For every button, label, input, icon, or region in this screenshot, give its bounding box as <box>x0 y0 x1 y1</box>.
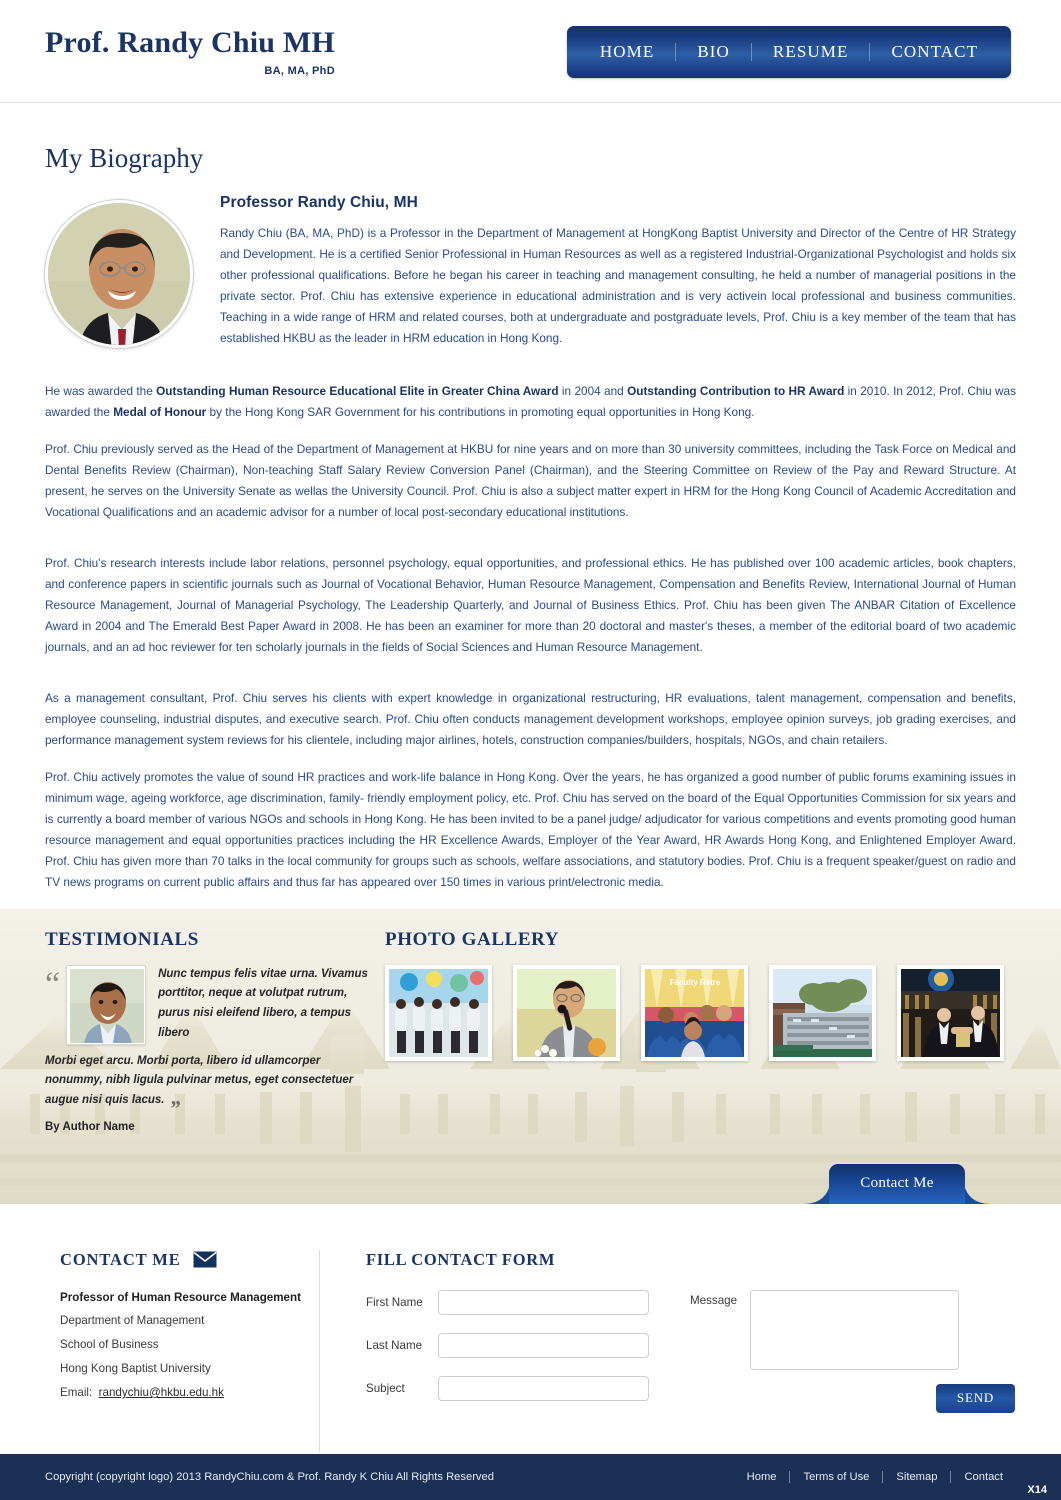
first-name-label: First Name <box>366 1295 423 1309</box>
site-footer <box>0 1452 1061 1500</box>
email-label: Email: <box>60 1386 93 1400</box>
footer-copyright: Copyright (copyright logo) 2013 RandyChiu.com & Prof. Randy K Chiu All Rights Reserved <box>45 1471 494 1483</box>
contact-me-tab-label: Contact Me <box>860 1175 934 1192</box>
testimonial-gallery-band <box>0 909 1061 1204</box>
award-ceremony-handshake-photo <box>901 969 1000 1057</box>
contact-line-department: Department of Management <box>60 1314 205 1328</box>
last-name-row <box>366 1333 656 1358</box>
nav-item-contact[interactable]: CONTACT <box>891 42 979 61</box>
speaker-with-microphone-photo <box>517 969 616 1057</box>
site-header <box>0 0 1061 103</box>
footer-link-sitemap[interactable]: Sitemap <box>896 1471 938 1483</box>
message-textarea[interactable] <box>750 1290 959 1370</box>
testimonials-section <box>45 909 370 1133</box>
first-name-input[interactable] <box>438 1290 649 1315</box>
paragraph-spacer <box>45 674 1016 688</box>
bio-research-paragraph: Prof. Chiu's research interests include labor relations, personnel psychology, equal opportunities, and professional ethics. He has published over 100 academic articles, book chapters, and conference papers in scientific journals such as Journal of Vocational Behavior, Human Resource Management, Compensation and Benefits Review, International Journal of Human Resource Management, Journal of Managerial Psychology, The Leadership Quarterly, and Journal of Business Ethics. Prof. Chiu has been given The ANBAR Citation of Excellence Award in 2004 and The Emerald Best Paper Award in 2008. He has been an examiner for more than 20 doctoral and master's theses, a member of the editorial board of two academic journals, and an ad hoc reviewer for ten scholarly journals in the fields of Social Sciences and Human Resource Management. <box>45 555 1016 654</box>
last-name-label: Last Name <box>366 1338 423 1352</box>
gallery-row <box>385 965 1016 1061</box>
envelope-icon <box>193 1251 217 1268</box>
form-title: FILL CONTACT FORM <box>366 1249 556 1269</box>
contact-line-school: School of Business <box>60 1338 159 1352</box>
contact-tab-left-ear <box>803 1188 829 1204</box>
testimonial-author-name: By Author Name <box>45 1120 135 1133</box>
contact-line-title: Professor of Human Resource Management <box>60 1290 301 1304</box>
send-button-row <box>690 1384 1016 1413</box>
contact-section <box>0 1204 1061 1462</box>
brand-subtitle: BA, MA, PhD <box>264 65 335 77</box>
testimonial-text-body: Morbi eget arcu. Morbi porta, libero id ullamcorper nonummy, nibh ligula pulvinar metus, eget consectetuer augue nisi quis lacus. <box>45 1054 354 1107</box>
nav-item-resume[interactable]: RESUME <box>772 42 849 61</box>
award-name-2: Outstanding Contribution to HR Award <box>627 383 845 398</box>
bio-consultant-paragraph: As a management consultant, Prof. Chiu serves his clients with expert knowledge in organizational restructuring, HR evaluations, talent management, compensation and benefits, employee counseling, industrial disputes, and executive search. Prof. Chiu often conducts management development workshops, employee opinion surveys, job grading exercises, and performance management system reviews for his clientele, including major airlines, hotels, construction companies/builders, hospitals, NGOs, and chain retailers. <box>45 690 1016 747</box>
brand-title: Prof. Randy Chiu MH <box>45 26 335 59</box>
send-button[interactable]: SEND <box>936 1384 1015 1413</box>
paragraph-spacer <box>45 539 1016 553</box>
bio-service-paragraph: Prof. Chiu previously served as the Head of the Department of Management at HKBU for nine years and on more than 30 university committees, including the Task Force on Medical and Dental Benefits Review (Chairman), Non-teaching Staff Salary Review Conversion Panel (Chairman), and the Steering Committee on Review of the Pay and Reward Structure. At present, he serves on the University Senate as wellas the University Council. Prof. Chiu is also a subject matter expert in HRM for the Hong Kong Council of Academic Accreditation and Vocational Qualifications and an academic advisor for a number of local post-secondary educational institutions. <box>45 441 1016 519</box>
contact-info-column <box>45 1250 320 1462</box>
band-columns <box>45 909 1016 1133</box>
quote-open-icon: “ <box>45 965 61 1003</box>
testimonial-item <box>45 965 370 1045</box>
contact-email-row <box>60 1381 319 1405</box>
award-name-1: Outstanding Human Resource Educational Elite in Greater China Award <box>156 383 559 398</box>
portrait-photo <box>48 203 193 348</box>
form-fields-left <box>366 1290 656 1419</box>
awards-text-1: He was awarded the <box>45 383 157 398</box>
bio-body-block <box>45 381 1016 893</box>
bio-advocacy-paragraph: Prof. Chiu actively promotes the value of sound HR practices and work-life balance in Hong Kong. Over the years, he has organized a good number of public forums examining issues in minimum wage, ageing workforce, age discrimination, family- friendly employment policy, etc. Prof. Chiu has served on the board of the Equal Opportunities Commission for six years and is currently a board member of various NGOs and schools in Hong Kong. He has been invited to be a panel judge/ adjudicator for various competitions and events promoting good human resource management and equal opportunities practices including the HR Excellence Awards, Employer of the Year Award, HR Awards Hong Kong, and Enlightened Employer Award. Prof. Chiu has given more than 70 talks in the local community for groups such as schools, welfare associations, and statutory bodies. Prof. Chiu is a frequent speaker/guest on radio and TV news programs on current public affairs and thus far has appeared over 150 times in various print/electronic media. <box>45 769 1016 889</box>
message-label: Message <box>690 1293 738 1307</box>
main-content <box>0 143 1061 893</box>
last-name-input[interactable] <box>438 1333 649 1358</box>
gallery-item-2[interactable] <box>513 965 620 1061</box>
gallery-item-1[interactable] <box>385 965 492 1061</box>
bio-intro-paragraph: Randy Chiu (BA, MA, PhD) is a Professor in the Department of Management at HongKong Baptist University and Director of the Centre of HR Strategy and Development. He is a certified Senior Professional in Human Resources as well as a registered Industrial-Organizational Psychologist and holds six other professional qualifications. Before he began his career in teaching and management consulting, he held a number of managerial positions in the private sector. Prof. Chiu has extensive experience in educational administration and is very activein local professional and business communities. Teaching in a wide range of HRM and related courses, both at undergraduate and postgraduate levels, Prof. Chiu is a key member of the team that has established HKBU as the leader in HRM education in Hong Kong. <box>220 226 1016 345</box>
contact-tab-right-ear <box>965 1188 991 1204</box>
form-fields-right <box>656 1290 1016 1419</box>
subject-input[interactable] <box>438 1376 649 1401</box>
contact-me-title: CONTACT ME <box>60 1249 181 1269</box>
page-title: My Biography <box>45 143 204 173</box>
contact-me-tab-button[interactable] <box>829 1164 965 1204</box>
bio-awards-paragraph <box>45 381 1016 423</box>
avatar <box>45 200 193 348</box>
contact-line-university: Hong Kong Baptist University <box>60 1362 211 1376</box>
message-row <box>690 1290 1016 1370</box>
author-portrait <box>70 969 144 1043</box>
award-name-3: Medal of Honour <box>113 404 207 419</box>
subject-row <box>366 1376 656 1401</box>
footer-link-home[interactable]: Home <box>746 1471 777 1483</box>
awards-text-4: by the Hong Kong SAR Government for his contributions in promoting equal opportunities in Hong Kong. <box>206 404 755 419</box>
group-event-stage-photo <box>389 969 488 1057</box>
testimonial-text-part2: Morbi eget arcu. Morbi porta, libero id ullamcorper nonummy, nibh ligula pulvinar metus, eget consectetuer augue nisi quis lacus. “ <box>45 1054 354 1114</box>
bio-intro-block <box>220 192 1016 363</box>
gallery-item-4[interactable] <box>769 965 876 1061</box>
brand[interactable] <box>45 28 335 77</box>
photo-gallery-section <box>370 909 1016 1133</box>
form-body <box>366 1290 1016 1419</box>
bio-header-block <box>45 192 1016 363</box>
email-link[interactable]: randychiu@hkbu.edu.hk <box>98 1386 224 1400</box>
first-name-row <box>366 1290 656 1315</box>
svg-text:Faculty Retre: Faculty Retre <box>669 977 721 987</box>
gallery-title: PHOTO GALLERY <box>385 928 560 950</box>
contact-title-row <box>60 1250 319 1270</box>
testimonial-author-photo <box>66 965 146 1045</box>
page-watermark: X14 <box>1027 1484 1047 1496</box>
footer-link-contact[interactable]: Contact <box>964 1471 1003 1483</box>
awards-text-2: in 2004 and <box>558 383 628 398</box>
main-navigation <box>567 26 1011 78</box>
testimonials-title: TESTIMONIALS <box>45 928 199 950</box>
subject-label: Subject <box>366 1381 405 1395</box>
bio-name: Professor Randy Chiu, MH <box>220 194 418 211</box>
testimonial-text-part1: Nunc tempus felis vitae urna. Vivamus porttitor, neque at volutpat rutrum, purus nisi eleifend libero, a tempus libero <box>158 967 368 1039</box>
avatar-container <box>45 192 220 363</box>
footer-links <box>734 1471 1016 1483</box>
campus-building-photo <box>773 969 872 1057</box>
gallery-item-3[interactable] <box>641 965 748 1061</box>
nav-item-bio[interactable]: BIO <box>697 42 730 61</box>
band-content <box>0 909 1061 1133</box>
gallery-item-5[interactable] <box>897 965 1004 1061</box>
contact-form-column <box>320 1250 1016 1462</box>
faculty-retreat-group-photo <box>645 969 744 1057</box>
nav-item-home[interactable]: HOME <box>599 42 655 61</box>
awards-text-3: in 2010. In 2012, Prof. Chiu was awarded the <box>45 383 1017 419</box>
footer-link-terms[interactable]: Terms of Use <box>803 1471 870 1483</box>
